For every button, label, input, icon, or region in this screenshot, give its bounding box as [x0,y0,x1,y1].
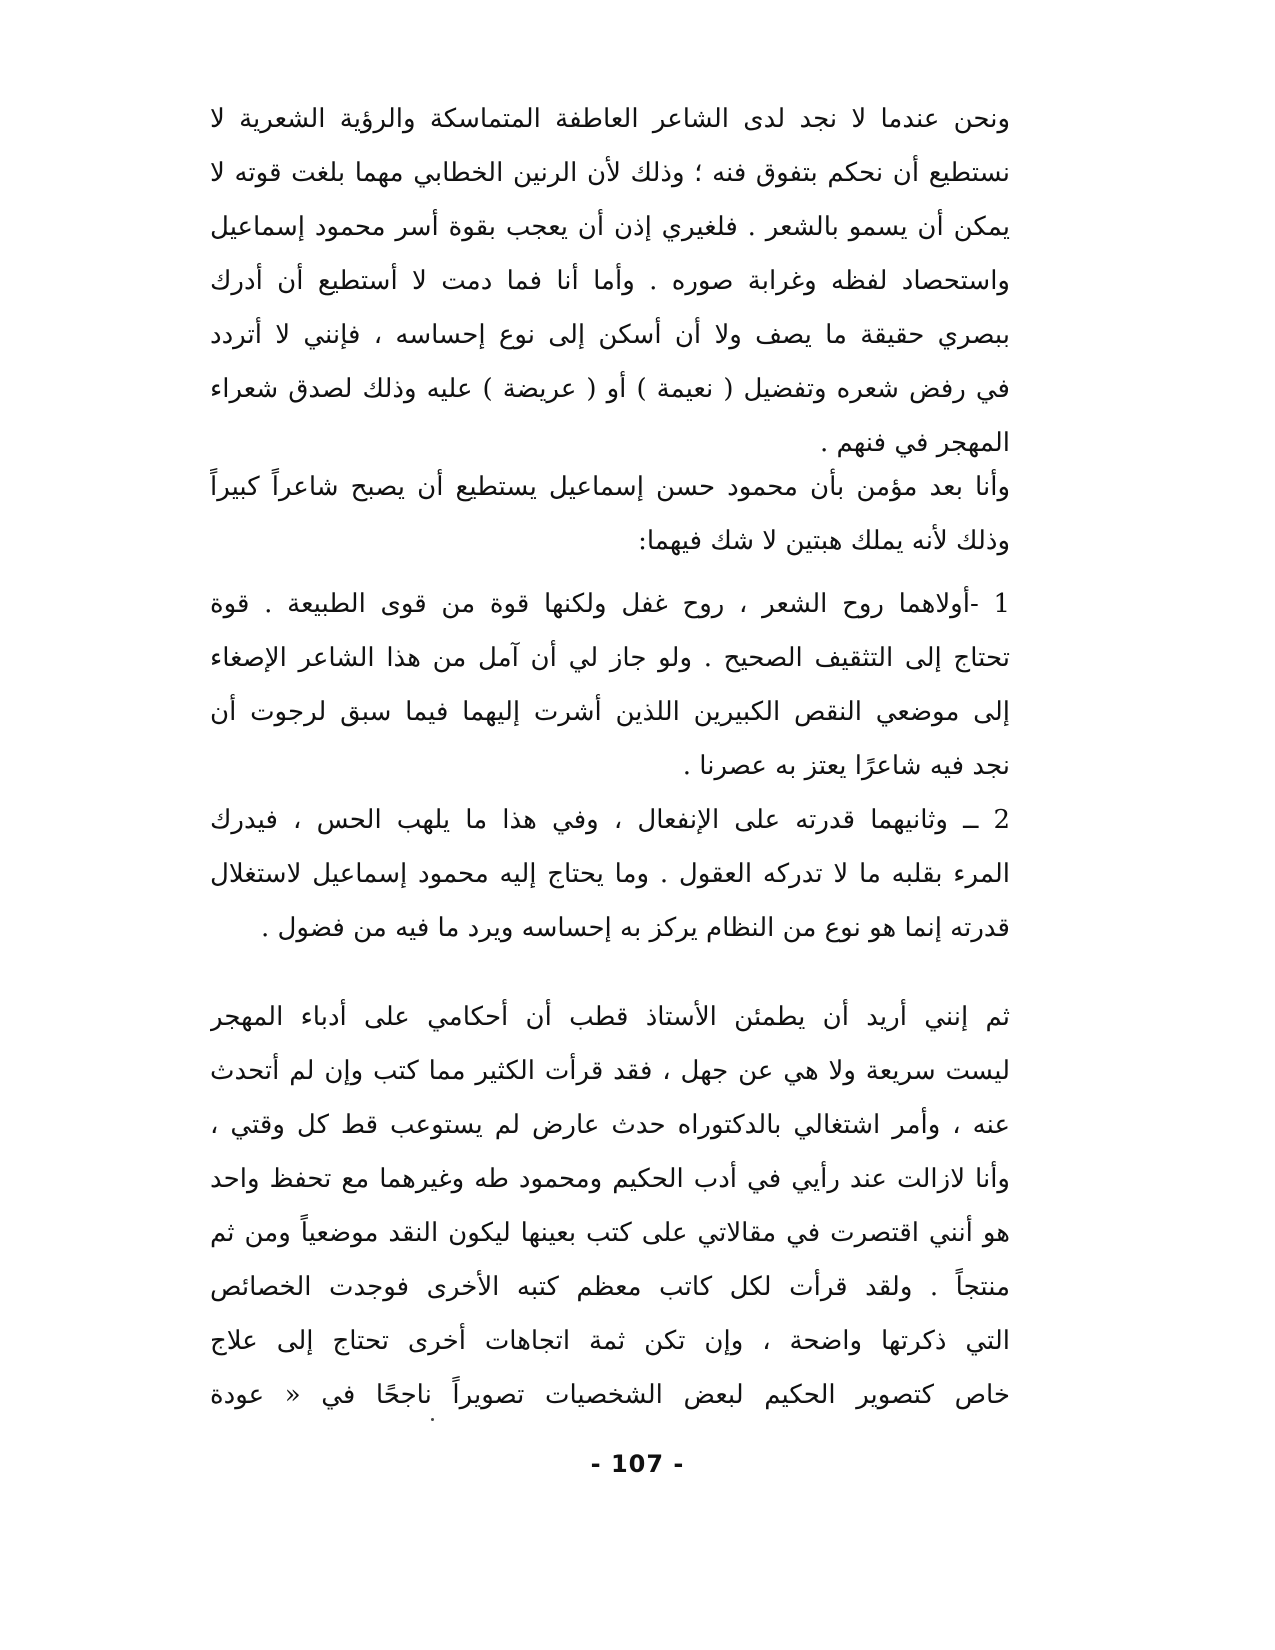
paragraph-line: واستحصاد لفظه وغرابة صوره . وأما أنا فما دمت لا أستطيع أن أدرك [210,266,1010,296]
paragraph-line: نجد فيه شاعرًا يعتز به عصرنا . [682,751,1010,781]
paragraph-line: ليست سريعة ولا هي عن جهل ، فقد قرأت الكثير مما كتب وإن لم أتحدث [210,1056,1010,1086]
paragraph-line: تحتاج إلى التثقيف الصحيح . ولو جاز لي أن آمل من هذا الشاعر الإصغاء [210,643,1010,673]
paragraph-5 [210,990,1010,1422]
paragraph-line: إلى موضعي النقص الكبيرين اللذين أشرت إليهما فيما سبق لرجوت أن [210,697,1010,727]
page-number: - 107 - [590,1450,685,1478]
paragraph-line: نستطيع أن نحكم بتفوق فنه ؛ وذلك لأن الرنين الخطابي مهما بلغت قوته لا [210,158,1010,188]
paragraph-line: 1 -أولاهما روح الشعر ، روح غفل ولكنها قوة من قوى الطبيعة . قوة [210,589,1010,619]
paragraph-line: ثم إنني أريد أن يطمئن الأستاذ قطب أن أحكامي على أدباء المهجر [210,1002,1010,1032]
scan-speck [431,1418,434,1421]
paragraph-1 [210,92,1010,470]
paragraph-line: التي ذكرتها واضحة ، وإن تكن ثمة اتجاهات أخرى تحتاج إلى علاج [210,1326,1010,1356]
paragraph-line: قدرته إنما هو نوع من النظام يركز به إحساسه ويرد ما فيه من فضول . [261,913,1010,943]
paragraph-line: وأنا بعد مؤمن بأن محمود حسن إسماعيل يستطيع أن يصبح شاعراً كبيراً [210,472,1010,502]
paragraph-4-second-point [210,793,1010,955]
paragraph-line: منتجاً . ولقد قرأت لكل كاتب معظم كتبه الأخرى فوجدت الخصائص [210,1272,1010,1302]
paragraph-line: وأنا لازالت عند رأيي في أدب الحكيم ومحمود طه وغيرهما مع تحفظ واحد [210,1164,1010,1194]
paragraph-line: المرء بقلبه ما لا تدركه العقول . وما يحتاج إليه محمود إسماعيل لاستغلال [210,859,1010,889]
paragraph-2 [210,460,1010,568]
paragraph-line: وذلك لأنه يملك هبتين لا شك فيهما: [638,526,1010,556]
paragraph-line: 2 ــ وثانيهما قدرته على الإنفعال ، وفي هذا ما يلهب الحس ، فيدرك [210,805,1010,835]
paragraph-line: المهجر في فنهم . [819,428,1010,458]
paragraph-3-first-point [210,577,1010,793]
paragraph-line: ببصري حقيقة ما يصف ولا أن أسكن إلى نوع إحساسه ، فإنني لا أتردد [210,320,1010,350]
paragraph-line: في رفض شعره وتفضيل ( نعيمة ) أو ( عريضة ) عليه وذلك لصدق شعراء [210,374,1010,404]
paragraph-line: ونحن عندما لا نجد لدى الشاعر العاطفة المتماسكة والرؤية الشعرية لا [210,104,1010,134]
paragraph-line: عنه ، وأمر اشتغالي بالدكتوراه حدث عارض لم يستوعب قط كل وقتي ، [210,1110,1010,1140]
paragraph-line: يمكن أن يسمو بالشعر . فلغيري إذن أن يعجب بقوة أسر محمود إسماعيل [210,212,1010,242]
paragraph-line: هو أنني اقتصرت في مقالاتي على كتب بعينها ليكون النقد موضعياً ومن ثم [210,1218,1010,1248]
paragraph-line: خاص كتصوير الحكيم لبعض الشخصيات تصويراً ناجحًا في « عودة [210,1380,1010,1410]
